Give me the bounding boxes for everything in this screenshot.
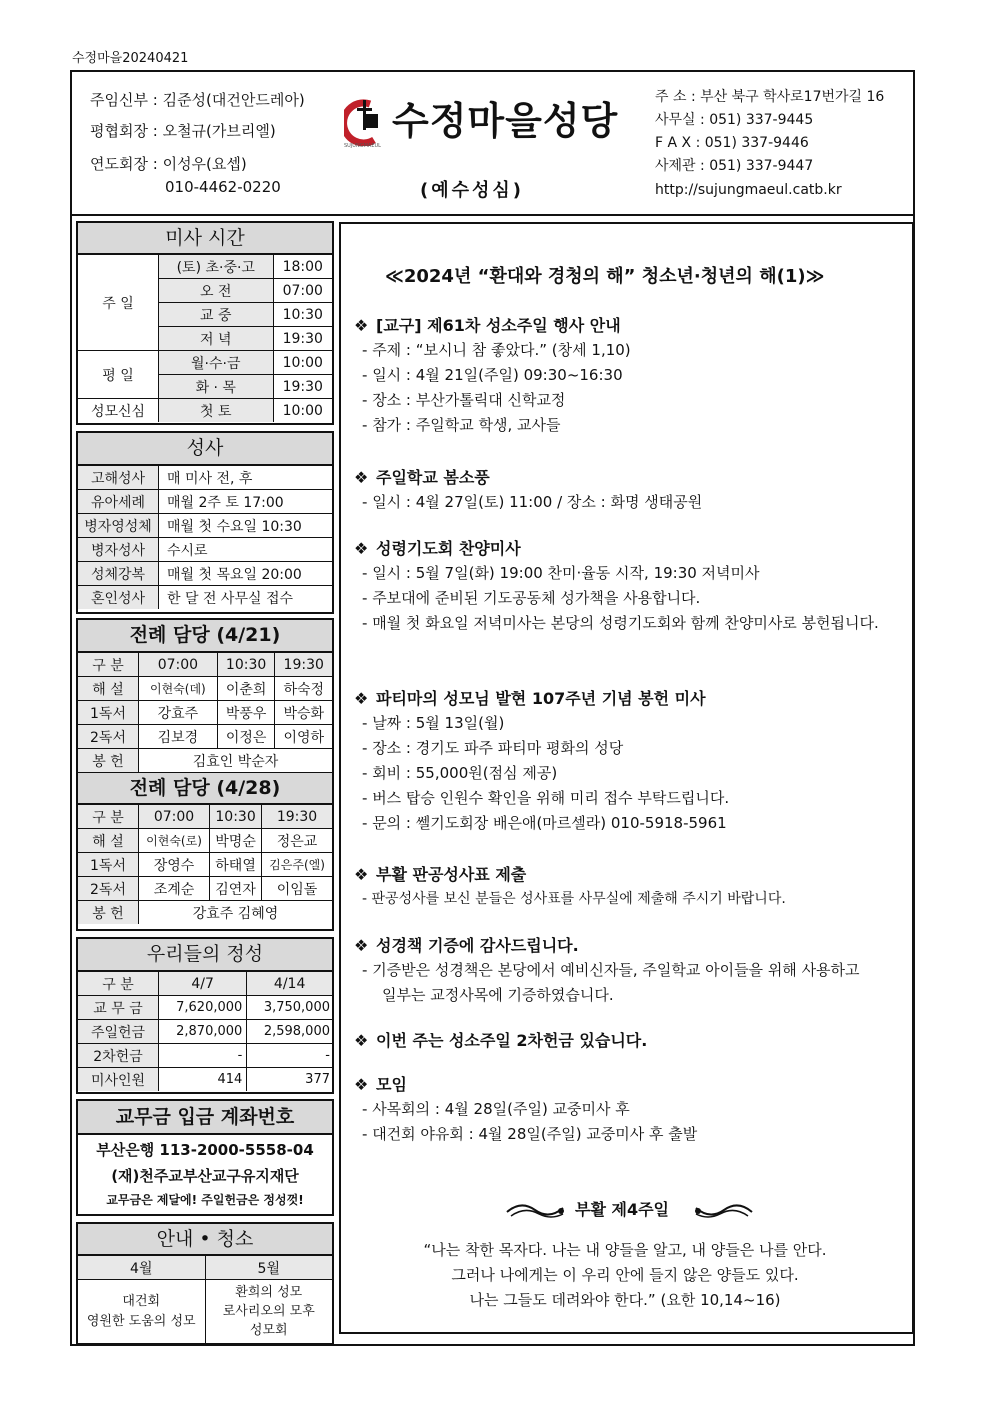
sacraments-title: 성사 xyxy=(78,433,332,466)
notice-item: - 주제 : “보시니 참 좋았다.” (창세 1,10) xyxy=(362,341,631,359)
offering-amount: 3,750,000 xyxy=(247,996,332,1020)
church-title: 수정마을성당 xyxy=(392,99,619,143)
liturgy-title-1: 전례 담당 (4/21) xyxy=(78,620,332,653)
notice-section: ❖ 부활 판공성사표 제출 - 판공성사를 보신 분들은 성사표를 사무실에 제출해 주시기 바랍니다. xyxy=(354,863,904,912)
mass-time: 10:30 xyxy=(273,303,332,327)
rectory-phone: 사제관 : 051) 337-9447 xyxy=(655,158,814,174)
diamond-bullet-icon: ❖ xyxy=(354,316,369,335)
mass-time: 18:00 xyxy=(273,255,332,279)
notice-section: ❖ 성령기도회 찬양미사 - 일시 : 5월 7일(화) 19:00 찬미·율동 시작, 19:30 저녁미사 - 주보대에 준비된 기도공동체 성가책을 사용합니다. - 매월 첫 화요일 저녁미사는 본당의 성령기도회와 함께 찬양미사로 봉헌됩니다. xyxy=(354,537,904,636)
weekday-label: 평 일 xyxy=(78,351,159,399)
mass-time: 19:30 xyxy=(273,375,332,399)
liturgy-head: 19:30 xyxy=(275,653,332,677)
liturgy-offer: 김효인 박순자 xyxy=(139,749,333,773)
notice-item: - 날짜 : 5월 13일(월) xyxy=(362,714,505,732)
liturgy-head: 10:30 xyxy=(210,805,262,829)
sacraments-box xyxy=(76,431,334,614)
liturgy-person: 김은주(엘) xyxy=(262,853,332,877)
mary-label: 성모신심 xyxy=(78,399,159,423)
sunday-title: 부활 제4주일 xyxy=(575,1200,669,1219)
notice-item: - 사목회의 : 4월 28일(주일) 교중미사 후 xyxy=(362,1100,630,1118)
account-holder: (재)천주교부산교구유지재단 xyxy=(111,1167,299,1185)
mass-name: 오 전 xyxy=(159,279,274,303)
office-phone: 사무실 : 051) 337-9445 xyxy=(655,112,814,128)
sacrament-value: 매월 첫 목요일 20:00 xyxy=(159,562,333,586)
offering-amount: - xyxy=(159,1044,247,1068)
logo-small-text: SUJUNGMAEUL xyxy=(344,143,381,149)
sacrament-value: 수시로 xyxy=(159,538,333,562)
sacrament-label: 병자성사 xyxy=(78,538,159,562)
diamond-bullet-icon: ❖ xyxy=(354,689,369,708)
diamond-bullet-icon: ❖ xyxy=(354,468,369,487)
notice-item: - 장소 : 부산가톨릭대 신학교정 xyxy=(362,391,566,409)
mass-name: 저 녁 xyxy=(159,327,274,351)
liturgy-role: 봉 헌 xyxy=(78,901,139,925)
liturgy-person: 이임돌 xyxy=(262,877,332,901)
offering-amount: - xyxy=(247,1044,332,1068)
ornament-right-icon xyxy=(692,1198,754,1224)
liturgy-person: 이영하 xyxy=(275,725,332,749)
offering-table xyxy=(78,972,332,1091)
account-box xyxy=(76,1099,334,1216)
notice-section: ❖ [교구] 제61차 성소주일 행사 안내 - 주제 : “보시니 참 좋았다.” (창세 1,10) - 일시 : 4월 21일(주일) 09:30~16:30 - 장소 : 부산가톨릭대 신학교정 - 참가 : 주일학교 학생, 교사들 xyxy=(354,314,904,438)
diamond-bullet-icon: ❖ xyxy=(354,936,369,955)
year-theme-banner: ≪2024년 “환대와 경청의 해” 청소년·청년의 해(1)≫ xyxy=(385,266,825,287)
notice-item: - 대건회 야유회 : 4월 28일(주일) 교중미사 후 출발 xyxy=(362,1125,698,1143)
liturgy-table-1 xyxy=(78,653,332,772)
liturgy-table-2 xyxy=(78,805,332,924)
guide-table xyxy=(78,1256,332,1343)
notice-item: - 장소 : 경기도 파주 파티마 평화의 성당 xyxy=(362,739,624,757)
sacrament-label: 성체강복 xyxy=(78,562,159,586)
notice-section: ❖ 파티마의 성모님 발현 107주년 기념 봉헌 미사 - 날짜 : 5월 13일(월) - 장소 : 경기도 파주 파티마 평화의 성당 - 회비 : 55,000원(점심 제공) - 버스 탑승 인원수 확인을 위해 미리 접수 부탁드립니다. - 문의 : 쎌기도회장 배은애(마르셀라) 010-5918-5961 xyxy=(354,687,904,836)
sacrament-label: 병자영성체 xyxy=(78,514,159,538)
liturgy-role: 해 설 xyxy=(78,829,139,853)
liturgy-person: 박승화 xyxy=(275,701,332,725)
sacrament-label: 유아세례 xyxy=(78,490,159,514)
header-divider xyxy=(70,214,915,216)
offering-amount: 414 xyxy=(159,1068,247,1092)
account-title: 교무금 입금 계좌번호 xyxy=(78,1101,332,1135)
notice-item: - 판공성사를 보신 분들은 성사표를 사무실에 제출해 주시기 바랍니다. xyxy=(362,891,786,907)
offering-amount: 2,870,000 xyxy=(159,1020,247,1044)
mass-name: 월·수·금 xyxy=(159,351,274,375)
mass-time: 10:00 xyxy=(273,399,332,423)
notice-item: - 참가 : 주일학교 학생, 교사들 xyxy=(362,416,561,434)
sacraments-table xyxy=(78,466,332,609)
notice-item: - 기증받은 성경책은 본당에서 예비신자들, 주일학교 아이들을 위해 사용하고 일부는 교정사목에 기증하였습니다. xyxy=(362,961,860,1004)
liturgy-head: 07:00 xyxy=(139,653,218,677)
address: 주 소 : 부산 북구 학사로17번가길 16 xyxy=(655,89,885,105)
offering-label: 미사인원 xyxy=(78,1068,159,1092)
liturgy-title-2: 전례 담당 (4/28) xyxy=(78,772,332,805)
pastor-line: 주임신부 : 김준성(대건안드레아) xyxy=(90,91,305,109)
liturgy-person: 장영수 xyxy=(139,853,210,877)
liturgy-person: 박명순 xyxy=(210,829,262,853)
offering-amount: 377 xyxy=(247,1068,332,1092)
offering-box xyxy=(76,937,334,1094)
liturgy-role: 봉 헌 xyxy=(78,749,139,773)
liturgy-person: 김연자 xyxy=(210,877,262,901)
sacrament-label: 혼인성사 xyxy=(78,586,159,610)
motto: (예수성심) xyxy=(420,180,525,201)
mass-time: 19:30 xyxy=(273,327,332,351)
sacrament-value: 한 달 전 사무실 접수 xyxy=(159,586,333,610)
liturgy-person: 이현숙(데) xyxy=(139,677,218,701)
liturgy-person: 이정은 xyxy=(217,725,275,749)
liturgy-person: 박풍우 xyxy=(217,701,275,725)
guide-month: 4월 xyxy=(78,1256,205,1280)
notice-item: - 버스 탑승 인원수 확인을 위해 미리 접수 부탁드립니다. xyxy=(362,789,730,807)
prayer-line: 연도회장 : 이성우(요셉) xyxy=(90,155,247,173)
notice-item: - 문의 : 쎌기도회장 배은애(마르셀라) 010-5918-5961 xyxy=(362,814,727,832)
offering-head: 4/14 xyxy=(247,972,332,996)
guide-box xyxy=(76,1222,334,1345)
liturgy-head: 10:30 xyxy=(217,653,275,677)
offering-label: 교 무 금 xyxy=(78,996,159,1020)
notice-section: ❖ 성경책 기증에 감사드립니다. - 기증받은 성경책은 본당에서 예비신자들, 주일학교 아이들을 위해 사용하고 일부는 교정사목에 기증하였습니다. xyxy=(354,934,904,1008)
offering-title: 우리들의 정성 xyxy=(78,939,332,972)
liturgy-person: 강효주 xyxy=(139,701,218,725)
offering-head: 구 분 xyxy=(78,972,159,996)
account-bank: 부산은행 113-2000-5558-04 xyxy=(96,1141,314,1159)
liturgy-person: 하숙정 xyxy=(275,677,332,701)
sunday-label: 주 일 xyxy=(78,255,159,351)
liturgy-offer: 강효주 김혜영 xyxy=(139,901,333,925)
liturgy-head: 구 분 xyxy=(78,653,139,677)
website-link[interactable]: http://sujungmaeul.catb.kr xyxy=(655,182,842,198)
guide-may: 환희의 성모 로사리오의 모후 성모회 xyxy=(205,1280,332,1344)
guide-april: 대건회 영원한 도움의 성모 xyxy=(78,1280,205,1344)
diamond-bullet-icon: ❖ xyxy=(354,1075,369,1094)
gospel-quote: “나는 착한 목자다. 나는 내 양들을 알고, 내 양들은 나를 안다. 그러나 나에게는 이 우리 안에 들지 않은 양들도 있다. 나는 그들도 데려와야 한다.” (요한 10,14~16) xyxy=(423,1241,827,1309)
liturgy-role: 1독서 xyxy=(78,853,139,877)
offering-label: 2차헌금 xyxy=(78,1044,159,1068)
notice-section: ❖ 이번 주는 성소주일 2차헌금 있습니다. xyxy=(354,1029,904,1053)
liturgy-role: 해 설 xyxy=(78,677,139,701)
offering-head: 4/7 xyxy=(159,972,247,996)
sacrament-value: 매 미사 전, 후 xyxy=(159,466,333,490)
notice-item: - 일시 : 4월 21일(주일) 09:30~16:30 xyxy=(362,366,623,384)
notice-item: - 일시 : 4월 27일(토) 11:00 / 장소 : 화명 생태공원 xyxy=(362,493,703,511)
offering-label: 주일헌금 xyxy=(78,1020,159,1044)
notice-item: - 일시 : 5월 7일(화) 19:00 찬미·율동 시작, 19:30 저녁미사 xyxy=(362,564,760,582)
notice-section: ❖ 주일학교 봄소풍 - 일시 : 4월 27일(토) 11:00 / 장소 : 화명 생태공원 xyxy=(354,466,904,515)
liturgy-person: 이춘희 xyxy=(217,677,275,701)
church-logo-icon xyxy=(344,96,388,146)
mass-times-table xyxy=(78,255,332,422)
liturgy-person: 조계순 xyxy=(139,877,210,901)
document-id: 수정마을20240421 xyxy=(72,51,189,66)
guide-title: 안내 • 청소 xyxy=(78,1224,332,1256)
mass-times-title: 미사 시간 xyxy=(78,223,332,255)
offering-amount: 7,620,000 xyxy=(159,996,247,1020)
liturgy-role: 2독서 xyxy=(78,877,139,901)
liturgy-person: 이현숙(로) xyxy=(139,829,210,853)
notice-item: - 매월 첫 화요일 저녁미사는 본당의 성령기도회와 함께 찬양미사로 봉헌됩니다. xyxy=(362,614,879,632)
diamond-bullet-icon: ❖ xyxy=(354,865,369,884)
liturgy-head: 구 분 xyxy=(78,805,139,829)
mass-name: 화 · 목 xyxy=(159,375,274,399)
mass-name: 교 중 xyxy=(159,303,274,327)
notice-item: - 회비 : 55,000원(점심 제공) xyxy=(362,764,558,782)
mass-name: (토) 초·중·고 xyxy=(159,255,274,279)
mass-time: 10:00 xyxy=(273,351,332,375)
sacrament-value: 매월 2주 토 17:00 xyxy=(159,490,333,514)
council-line: 평협회장 : 오철규(가브리엘) xyxy=(90,122,276,140)
ornament-left-icon xyxy=(505,1198,567,1224)
fax: F A X : 051) 337-9446 xyxy=(655,135,809,151)
liturgy-role: 2독서 xyxy=(78,725,139,749)
diamond-bullet-icon: ❖ xyxy=(354,1031,369,1050)
liturgy-person: 하태열 xyxy=(210,853,262,877)
account-note: 교무금은 제달에! 주일헌금은 정성껏! xyxy=(106,1193,304,1207)
diamond-bullet-icon: ❖ xyxy=(354,539,369,558)
liturgy-box xyxy=(76,618,334,931)
mass-times-box xyxy=(76,221,334,425)
mass-name: 첫 토 xyxy=(159,399,274,423)
liturgy-head: 07:00 xyxy=(139,805,210,829)
notice-item: - 주보대에 준비된 기도공동체 성가책을 사용합니다. xyxy=(362,589,701,607)
guide-month: 5월 xyxy=(205,1256,332,1280)
liturgy-person: 정은교 xyxy=(262,829,332,853)
liturgy-head: 19:30 xyxy=(262,805,332,829)
sacrament-label: 고해성사 xyxy=(78,466,159,490)
liturgy-person: 김보경 xyxy=(139,725,218,749)
notice-section: ❖ 모임 - 사목회의 : 4월 28일(주일) 교중미사 후 - 대건회 야유회 : 4월 28일(주일) 교중미사 후 출발 xyxy=(354,1073,904,1147)
liturgy-role: 1독서 xyxy=(78,701,139,725)
sacrament-value: 매월 첫 수요일 10:30 xyxy=(159,514,333,538)
offering-amount: 2,598,000 xyxy=(247,1020,332,1044)
mass-time: 07:00 xyxy=(273,279,332,303)
prayer-phone: 010-4462-0220 xyxy=(165,178,281,196)
